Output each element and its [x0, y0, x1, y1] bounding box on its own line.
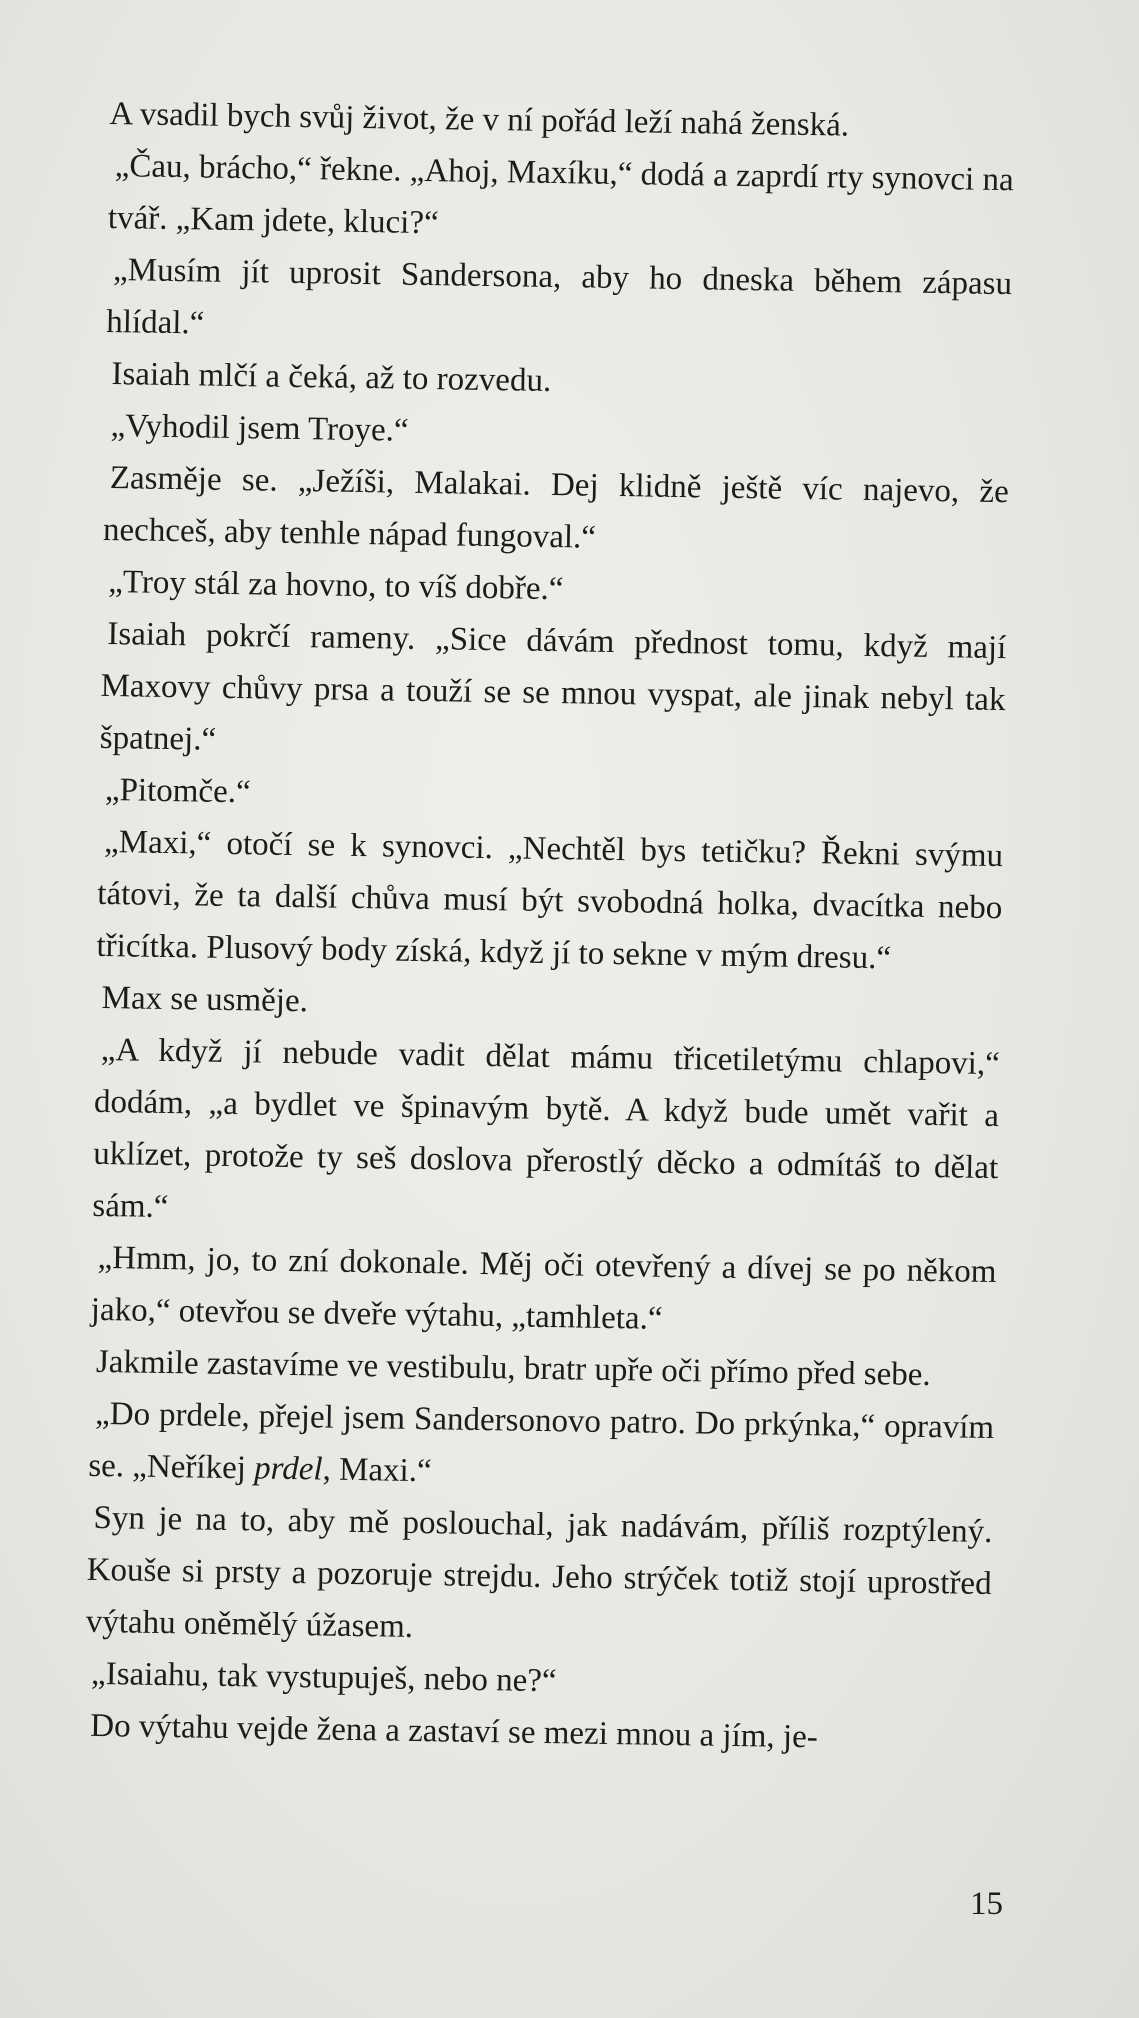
paragraph-8: Isaiah pokrčí rameny. „Sice dávám přednost tomu, když mají Maxovy chůvy prsa a touží se se mnou vyspat, ale jinak nebyl tak špatnej.“ [99, 616, 1007, 758]
paragraph-12: „A když jí nebude vadit dělat mámu třicetiletýmu chlapovi,“ dodám, „a bydlet ve špinavým bytě. A když bude umět vařit a uklízet, protože ty seš doslova přerostlý děcko a odmítáš to dělat sám.“ [92, 1031, 1001, 1226]
paragraph-17: „Isaiahu, tak vystupuješ, nebo ne?“ [90, 1655, 557, 1700]
paragraph-5: „Vyhodil jsem Troye.“ [110, 408, 409, 449]
paragraph-18: Do výtahu vejde žena a zastaví se mezi mnou a jím, je- [89, 1707, 819, 1756]
paragraph-9: „Pitomče.“ [104, 772, 251, 811]
paragraph-11: Max se usměje. [101, 979, 309, 1020]
paragraph-15-tail: , Maxi.“ [322, 1451, 432, 1490]
body-text [84, 88, 1015, 1766]
paragraph-2: „Čau, brácho,“ řekne. „Ahoj, Maxíku,“ dodá a zaprdí rty synovci na tvář. „Kam jdete, kluci?“ [107, 148, 1014, 242]
paragraph-15-italic: prdel [253, 1450, 323, 1488]
paragraph-16: Syn je na to, aby mě poslouchal, jak nadávám, příliš rozptýlený. Kouše si prsty a pozoruje strejdu. Jeho strýček totiž stojí uprostřed výtahu oněmělý úžasem. [85, 1499, 993, 1645]
page-number: 15 [970, 1886, 1003, 1922]
paragraph-15 [88, 1388, 995, 1506]
paragraph-4: Isaiah mlčí a čeká, až to rozvedu. [111, 356, 552, 399]
paragraph-6: Zasměje se. „Ježíši, Malakai. Dej klidně ještě víc najevo, že nechceš, aby tenhle nápad fungoval.“ [102, 460, 1010, 556]
paragraph-14: Jakmile zastavíme ve vestibulu, bratr upře oči přímo před sebe. [95, 1343, 931, 1394]
paragraph-10: „Maxi,“ otočí se k synovci. „Nechtěl bys tetičku? Řekni svýmu tátovi, že ta další chůva musí být svobodná holka, dvacítka nebo třicítka. Plusový body získá, když jí to sekne v mým dresu.“ [96, 824, 1004, 977]
paragraph-13: „Hmm, jo, to zní dokonale. Měj oči otevřený a dívej se po někom jako,“ otevřou se dveře výtahu, „tamhleta.“ [90, 1239, 997, 1337]
paragraph-15-text: „Do prdele, přejel jsem Sandersonovo patro. Do prkýnka,“ opravím se. „Neříkej [88, 1395, 995, 1487]
paragraph-1: A vsadil bych svůj život, že v ní pořád leží nahá ženská. [109, 95, 850, 144]
paragraph-7: „Troy stál za hovno, to víš dobře.“ [107, 564, 564, 608]
paragraph-3: „Musím jít uprosit Sandersona, aby ho dneska během zápasu hlídal.“ [106, 252, 1013, 342]
